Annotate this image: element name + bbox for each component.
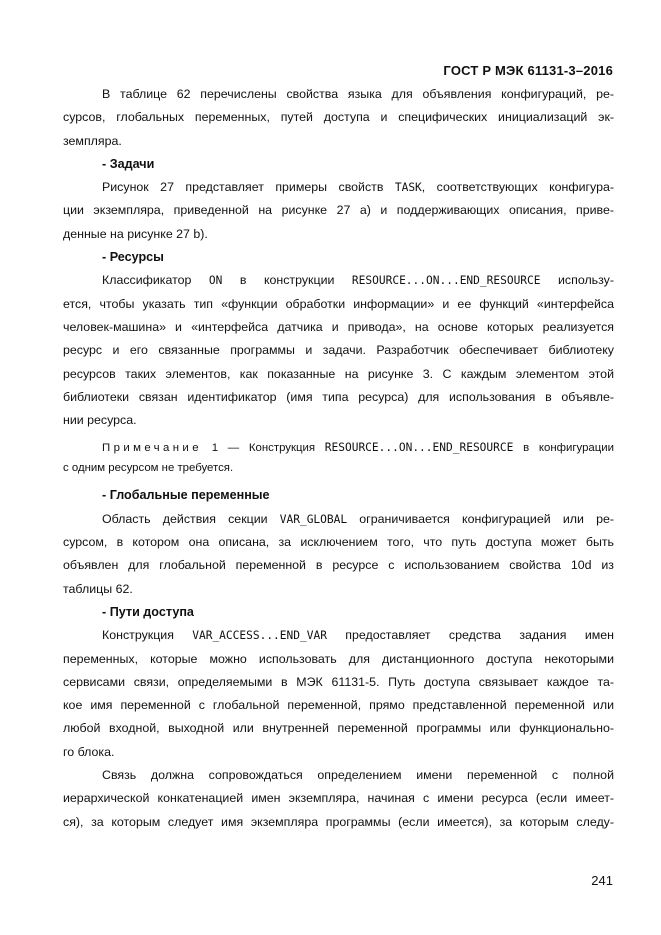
section-heading-access-paths: - Пути доступа	[102, 604, 194, 619]
paragraph-line: Конструкция VAR_ACCESS...END_VAR предоставляет средства задания имен	[102, 628, 614, 643]
section-heading-global-variables: - Глобальные переменные	[102, 488, 270, 503]
note-line: Примечание 1 — Конструкция RESOURCE...ON...END_RESOURCE в конфигурации	[102, 441, 614, 455]
paragraph-line: любой входной, выходной или внутренней переменной программы или функционально-	[63, 721, 614, 736]
note-line: с одним ресурсом не требуется.	[63, 462, 234, 475]
paragraph-line: ресурсов таких элементов, как показанные на рисунке 3. С каждым элементом этой	[63, 366, 614, 381]
paragraph-line: нии ресурса.	[63, 413, 137, 428]
section-heading-tasks: - Задачи	[102, 156, 155, 171]
paragraph-line: сурсом, в котором она описана, за исключением того, что путь доступа может быть	[63, 535, 614, 550]
paragraph-line: сурсов, глобальных переменных, путей доступа и специфических инициализаций эк-	[63, 110, 614, 125]
paragraph-line: денные на рисунке 27 b).	[63, 226, 208, 241]
code-keyword: TASK	[394, 181, 422, 195]
paragraph-line: го блока.	[63, 744, 115, 759]
page-body	[63, 83, 614, 834]
paragraph-line: Связь должна сопровождаться определением имени переменной с полной	[102, 768, 614, 783]
document-header: ГОСТ Р МЭК 61131-3–2016	[443, 63, 613, 78]
paragraph-line: переменных, которые можно использовать для дистанционного доступа некоторыми	[63, 651, 614, 666]
code-keyword: ON	[208, 274, 223, 288]
paragraph-line: сервисами связи, определяемыми в МЭК 61131-5. Путь доступа связывает каждое та-	[63, 674, 614, 689]
paragraph-line: таблицы 62.	[63, 581, 133, 596]
code-keyword: VAR_ACCESS...END_VAR	[192, 629, 327, 643]
code-keyword: RESOURCE...ON...END_RESOURCE	[324, 441, 514, 455]
note-label: Примечание	[102, 442, 202, 455]
paragraph-line: иерархической конкатенацией имен экземпляра, начиная с имени ресурса (если имеет-	[63, 791, 614, 806]
code-keyword: VAR_GLOBAL	[279, 512, 348, 526]
code-keyword: RESOURCE...ON...END_RESOURCE	[351, 274, 541, 288]
paragraph-line: В таблице 62 перечислены свойства языка для объявления конфигураций, ре-	[102, 87, 614, 101]
paragraph-line: ресурс и его связанные программы и задачи. Разработчик обеспечивает библиотеку	[63, 343, 614, 358]
paragraph-line: ся), за которым следует имя экземпляра программы (если имеется), за которым следу-	[63, 814, 614, 829]
section-heading-resources: - Ресурсы	[102, 250, 164, 265]
paragraph-line: ется, чтобы указать тип «функции обработки информации» и ее функций «интерфейса	[63, 296, 614, 311]
paragraph-line: человек-машина» и «интерфейса датчика и привода», на основе которых реализуется	[63, 319, 614, 334]
paragraph-line: ции экземпляра, приведенной на рисунке 27 а) и поддерживающих описания, приве-	[63, 203, 614, 218]
paragraph-line: Область действия секции VAR_GLOBAL ограничивается конфигурацией или ре-	[102, 511, 614, 526]
paragraph-line: библиотеки связан идентификатор (имя типа ресурса) для использования в объявле-	[63, 389, 614, 404]
paragraph-line: кое имя переменной с глобальной переменной, прямо представленной переменной или	[63, 698, 614, 713]
paragraph-line: объявлен для глобальной переменной в ресурсе с использованием свойства 10d из	[63, 558, 614, 573]
page-number: 241	[591, 873, 613, 888]
paragraph-line: Рисунок 27 представляет примеры свойств TASK, соответствующих конфигура-	[102, 180, 614, 195]
paragraph-line: Классификатор ON в конструкции RESOURCE...ON...END_RESOURCE использу-	[102, 273, 614, 288]
paragraph-line: земпляра.	[63, 133, 122, 148]
